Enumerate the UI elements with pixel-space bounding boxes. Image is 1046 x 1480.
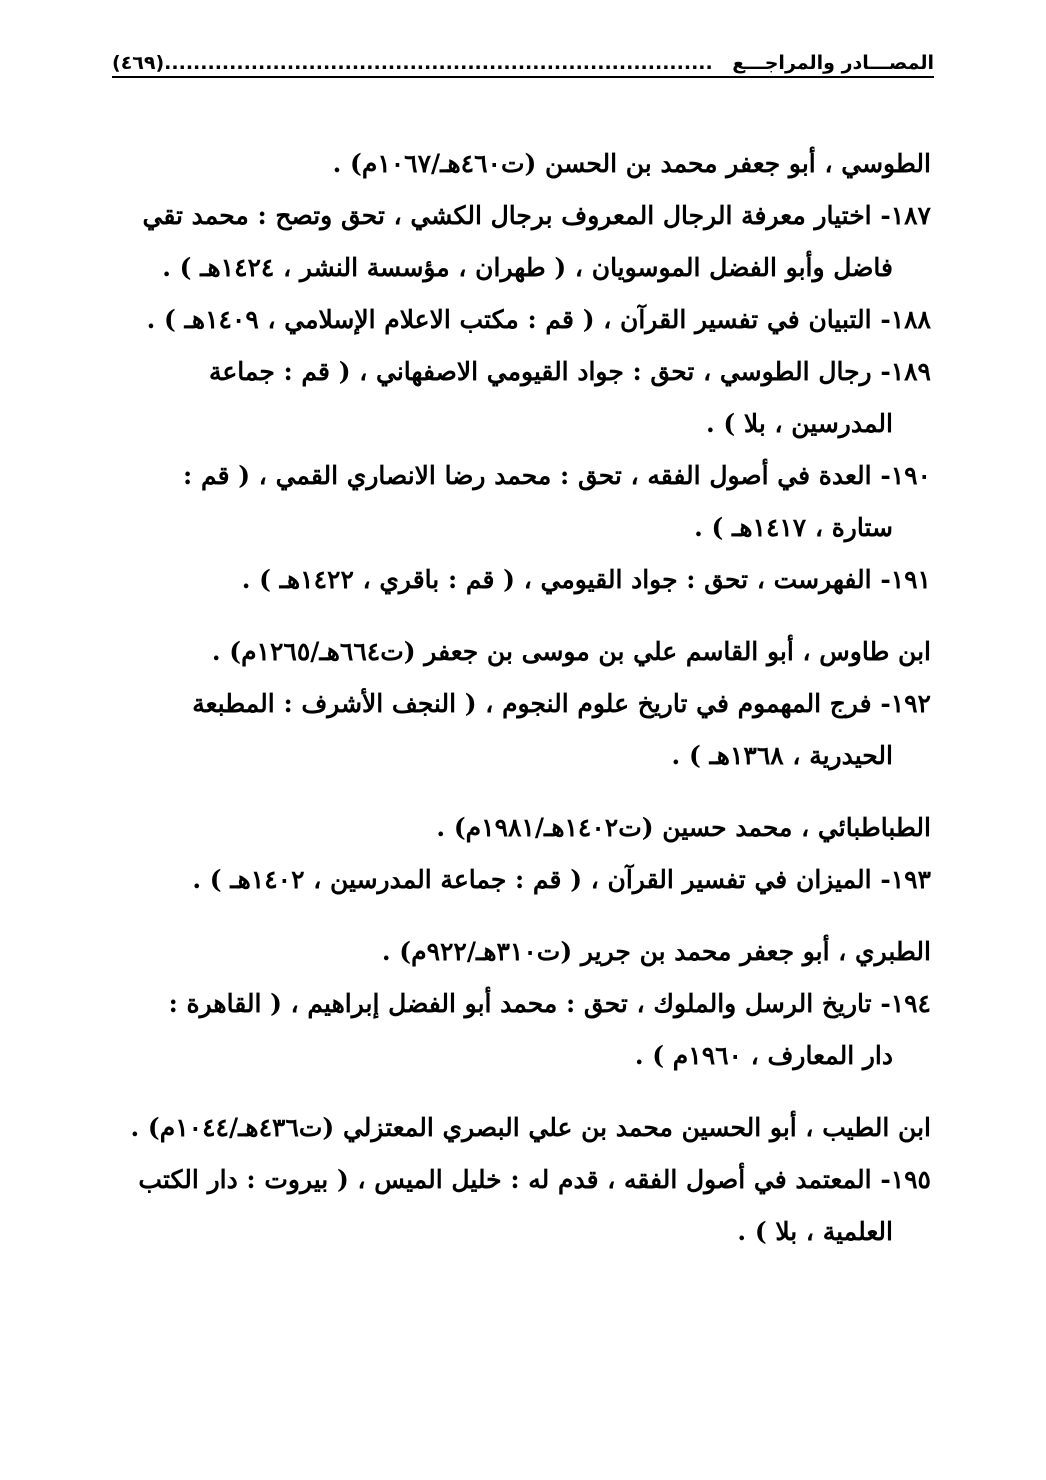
entry-line: ١٩٤- تاريخ الرسل والملوك ، تحق : محمد أبو الفضل إبراهيم ، ( القاهرة : [168, 989, 931, 1018]
bibliography-entry [115, 346, 931, 450]
bibliography-entry [115, 854, 931, 906]
group-spacer [115, 606, 931, 626]
bibliography-entry [115, 678, 931, 782]
bibliography-entry [115, 190, 931, 294]
running-header [112, 38, 934, 78]
entry-line: ١٩٠- العدة في أصول الفقه ، تحق : محمد رضا الانصاري القمي ، ( قم : [183, 461, 931, 490]
bibliography-entry [115, 1154, 931, 1258]
bibliography-entry [115, 554, 931, 606]
group-spacer [115, 1082, 931, 1102]
entry-line: ١٨٨- التبيان في تفسير القرآن ، ( قم : مكتب الاعلام الإسلامي ، ١٤٠٩هـ ) . [146, 305, 931, 334]
entry-continuation: العلمية ، بلا ) . [737, 1217, 893, 1246]
entry-line: ١٩٥- المعتمد في أصول الفقه ، قدم له : خليل الميس ، ( بيروت : دار الكتب [138, 1165, 931, 1194]
entry-continuation: فاضل وأبو الفضل الموسويان ، ( طهران ، مؤسسة النشر ، ١٤٢٤هـ ) . [162, 253, 893, 282]
leader-dots: ............................................................................ [164, 52, 713, 74]
author-heading: الطباطبائي ، محمد حسين (ت١٤٠٢هـ/١٩٨١م) . [436, 813, 931, 842]
group-spacer [115, 906, 931, 926]
author-heading: ابن الطيب ، أبو الحسين محمد بن علي البصري المعتزلي (ت٤٣٦هـ/١٠٤٤م) . [130, 1113, 931, 1142]
bibliography-entry [115, 978, 931, 1082]
entry-continuation: المدرسين ، بلا ) . [705, 409, 893, 438]
author-heading: الطوسي ، أبو جعفر محمد بن الحسن (ت٤٦٠هـ/١٠٦٧م) . [332, 149, 931, 178]
section-title: المصـــادر والمراجـــع [732, 52, 934, 74]
entry-line: ١٨٩- رجال الطوسي ، تحق : جواد القيومي الاصفهاني ، ( قم : جماعة [208, 357, 931, 386]
group-spacer [115, 782, 931, 802]
page-number: ............................................................................(٤٦٩) [112, 52, 713, 74]
bibliography-body [115, 138, 931, 1258]
entry-line: ١٨٧- اختيار معرفة الرجال المعروف برجال الكشي ، تحق وتصح : محمد تقي [142, 201, 931, 230]
author-heading: ابن طاوس ، أبو القاسم علي بن موسى بن جعفر (ت٦٦٤هـ/١٢٦٥م) . [211, 637, 931, 666]
entry-line: ١٩١- الفهرست ، تحق : جواد القيومي ، ( قم : باقري ، ١٤٢٢هـ ) . [241, 565, 931, 594]
entry-line: ١٩٢- فرج المهموم في تاريخ علوم النجوم ، ( النجف الأشرف : المطبعة [192, 689, 931, 718]
bibliography-entry [115, 294, 931, 346]
bibliography-entry [115, 450, 931, 554]
entry-continuation: الحيدرية ، ١٣٦٨هـ ) . [671, 741, 893, 770]
entry-continuation: دار المعارف ، ١٩٦٠م ) . [634, 1041, 893, 1070]
entry-continuation: ستارة ، ١٤١٧هـ ) . [694, 513, 893, 542]
author-heading: الطبري ، أبو جعفر محمد بن جرير (ت٣١٠هـ/٩٢٢م) . [381, 937, 931, 966]
entry-line: ١٩٣- الميزان في تفسير القرآن ، ( قم : جماعة المدرسين ، ١٤٠٢هـ ) . [192, 865, 931, 894]
